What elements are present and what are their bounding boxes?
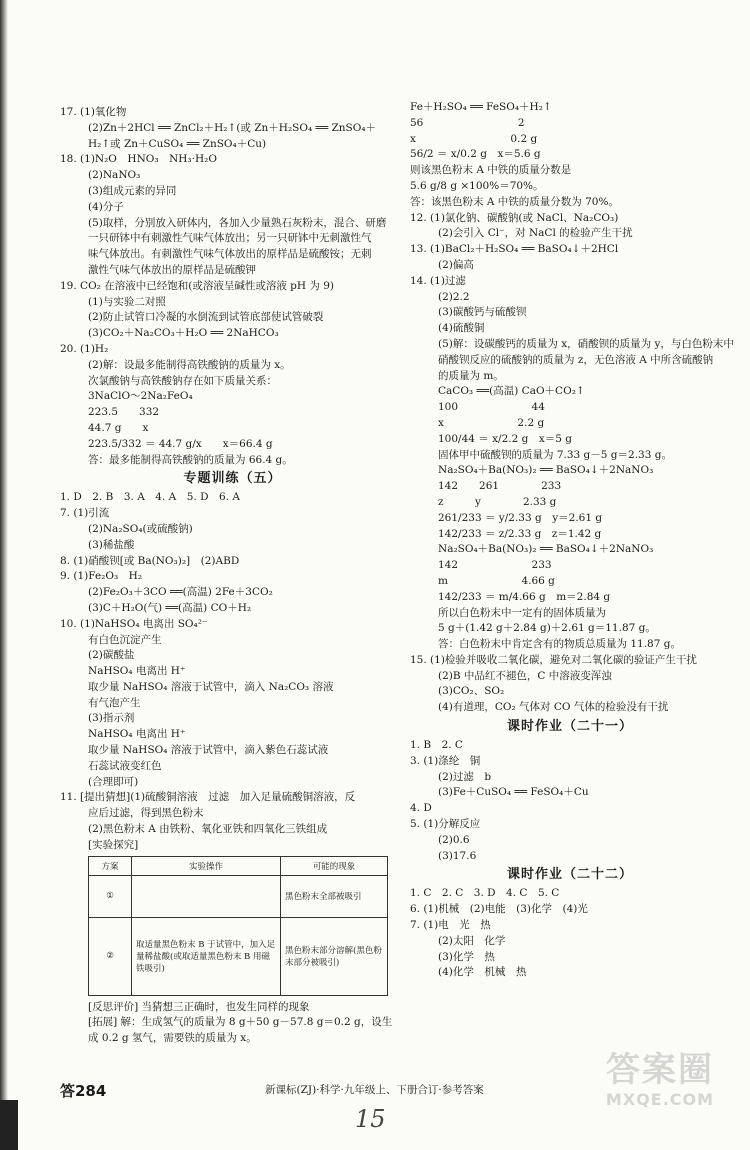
handwritten-mark: 15	[355, 1105, 386, 1133]
answer-line: 10. (1)NaHSO₄ 电离出 SO₄²⁻	[60, 617, 208, 630]
answers-11-reflection	[60, 1000, 405, 1047]
watermark-text: 答案圈	[606, 1050, 714, 1090]
answer-line: 取少量 NaHSO₄ 溶液于试管中，滴入紫色石蕊试液	[88, 744, 329, 757]
answers-homework-21	[410, 738, 730, 864]
answer-line: (4)化学 机械 热	[438, 966, 527, 979]
answer-line: (3)碳酸钙与硫酸钡	[438, 306, 527, 319]
section-heading-22: 课时作业（二十二）	[506, 867, 633, 883]
answer-line: 9. (1)Fe₂O₃ H₂	[60, 570, 143, 583]
answer-line: 142 233	[438, 559, 552, 572]
watermark-url: MXQE.COM	[605, 1090, 715, 1109]
answer-line: (3)稀盐酸	[88, 538, 135, 551]
answer-line: (3)CO₂＋Na₂CO₃＋H₂O ══ 2NaHCO₃	[88, 327, 279, 340]
table-cell: ②	[89, 917, 132, 995]
answer-line: 20. (1)H₂	[60, 342, 109, 355]
answer-line: (2)防止试管口冷凝的水倒流到试管底部使试管破裂	[88, 311, 324, 324]
answers-homework-22	[410, 886, 730, 981]
answer-line: (合理即可)	[88, 775, 139, 788]
answer-line: 的质量为 m。	[438, 369, 504, 382]
answer-line: 3. (1)涤纶 铜	[410, 754, 481, 767]
answer-line: 答：白色粉末中肯定含有的物质总质量为 11.87 g。	[438, 638, 681, 651]
answer-line: Na₂SO₄＋Ba(NO₃)₂ ══ BaSO₄↓＋2NaNO₃	[438, 464, 654, 477]
answer-line: (3)组成元素的异同	[88, 184, 177, 197]
answer-line: CaCO₃ ══(高温) CaO＋CO₂↑	[438, 385, 585, 398]
answer-line: 5. (1)分解反应	[410, 818, 481, 831]
answer-line: 100/44 ＝ x/2.2 g x＝5 g	[438, 432, 572, 445]
answer-line: 56/2 ＝ x/0.2 g x＝5.6 g	[410, 148, 541, 161]
table-row	[89, 875, 388, 917]
answer-line: NaHSO₄ 电离出 H⁺	[88, 728, 186, 741]
answer-line: Fe＋H₂SO₄ ══ FeSO₄＋H₂↑	[410, 101, 552, 113]
answer-line: (4)有道理，CO₂ 气体对 CO 气体的检验没有干扰	[438, 701, 669, 714]
answer-line: 142 261 233	[438, 480, 562, 493]
answer-line: NaHSO₄ 电离出 H⁺	[88, 665, 186, 678]
answer-line: [实验探究]	[88, 838, 139, 851]
answers-11-14	[410, 100, 734, 716]
answer-line: [拓展] 解：生成氢气的质量为 8 g＋50 g－57.8 g＝0.2 g，设生	[88, 1016, 393, 1029]
table-cell: ①	[89, 875, 132, 917]
answer-line: (2)Fe₂O₃＋3CO ══(高温) 2Fe＋3CO₂	[88, 586, 273, 599]
answer-line: 12. (1)氯化钠、碳酸钠(或 NaCl、Na₂CO₃)	[410, 211, 619, 224]
answer-line: (4)硫酸铜	[438, 322, 485, 335]
answer-line: 223.5/332 ＝ 44.7 g/x x＝66.4 g	[88, 437, 273, 450]
answer-line: 142/233 ＝ z/2.33 g z＝1.42 g	[438, 527, 602, 540]
answer-line: (5)解：设碳酸钙的质量为 x，硝酸钡的质量为 y，与白色粉末中	[438, 337, 734, 350]
table-row	[89, 917, 388, 995]
section-heading-5: 专题训练（五）	[183, 471, 282, 487]
answer-line: 3NaClO～2Na₂FeO₄	[88, 390, 193, 403]
answer-line: 14. (1)过滤	[410, 274, 466, 287]
answer-line: x 2.2 g	[438, 416, 545, 429]
answer-line: (2)解：设最多能制得高铁酸钠的质量为 x。	[88, 358, 291, 371]
answers-17-20	[60, 105, 405, 468]
answer-line: 44.7 g x	[88, 421, 149, 434]
answer-line: (3)Fe＋CuSO₄ ══ FeSO₄＋Cu	[438, 786, 589, 799]
answer-line: 5 g＋(1.42 g＋2.84 g)＋2.61 g＝11.87 g。	[438, 622, 656, 635]
answer-line: (2)会引入 Cl⁻，对 NaCl 的检验产生干扰	[438, 227, 633, 240]
answer-line: (2)碳酸盐	[88, 649, 135, 662]
table-header-cell: 可能的现象	[281, 856, 388, 875]
answer-line: (2)B 中品红不褪色，C 中溶液变浑浊	[438, 669, 612, 682]
section-heading-21: 课时作业（二十一）	[506, 719, 633, 735]
answer-line: Na₂SO₄＋Ba(NO₃)₂ ══ BaSO₄↓＋2NaNO₃	[438, 543, 654, 556]
answer-line: 11. [提出猜想](1)硫酸铜溶液 过滤 加入足量硫酸铜溶液，反	[60, 791, 356, 804]
answer-line: H₂↑或 Zn＋CuSO₄ ══ ZnSO₄＋Cu)	[88, 137, 267, 150]
answer-line: 有白色沉淀产生	[88, 633, 162, 646]
answer-line: 13. (1)BaCl₂＋H₂SO₄ ══ BaSO₄↓＋2HCl	[410, 243, 619, 256]
answer-line: (2)NaNO₃	[88, 169, 141, 182]
answer-line: (2)过滤 b	[438, 770, 492, 783]
page-number: 答284	[60, 1082, 107, 1100]
answer-line: 1. B 2. C	[410, 739, 463, 752]
answer-line: 应后过滤，得到黑色粉末	[88, 807, 204, 820]
answer-line: 15. (1)检验并吸收二氧化碳，避免对二氧化碳的验证产生干扰	[410, 653, 697, 666]
answer-line: 19. CO₂ 在溶液中已经饱和(或溶液呈碱性或溶液 pH 为 9)	[60, 279, 334, 292]
answer-line: (2)太阳 化学	[438, 934, 506, 947]
table-cell	[132, 875, 281, 917]
answer-line: (3)C＋H₂O(气) ══(高温) CO＋H₂	[88, 601, 252, 614]
table-cell: 取适量黑色粉末 B 于试管中，加入足量稀盐酸(或取适量黑色粉末 B 用磁铁吸引)	[132, 917, 281, 995]
answer-line: [反思评价] 当猜想三正确时，也发生同样的现象	[88, 1000, 310, 1013]
answer-line: (1)与实验二对照	[88, 295, 166, 308]
answer-line: (4)分子	[88, 200, 124, 213]
answer-line: 一只研钵中有刺激性气味气体放出；另一只研钵中无刺激性气	[88, 232, 372, 245]
answer-line: 取少量 NaHSO₄ 溶液于试管中，滴入 Na₂CO₃ 溶液	[88, 680, 334, 693]
answer-line: 4. D	[410, 802, 432, 815]
answer-line: 硝酸钡反应的硫酸钠的质量为 z，无色溶液 A 中所含硫酸钠	[438, 353, 714, 366]
answer-line: (2)Zn＋2HCl ══ ZnCl₂＋H₂↑(或 Zn＋H₂SO₄ ══ ZnSO₄＋	[88, 121, 377, 134]
answer-line: 6. (1)机械 (2)电能 (3)化学 (4)光	[410, 903, 588, 916]
answer-line: (3)化学 热	[438, 950, 495, 963]
answer-line: 答：该黑色粉末 A 中铁的质量分数为 70%。	[410, 195, 619, 208]
answer-line: (2)2.2	[438, 290, 470, 303]
answer-line: (2)黑色粉末 A 由铁粉、氧化亚铁和四氧化三铁组成	[88, 823, 328, 836]
table-header-cell: 实验操作	[132, 856, 281, 875]
answer-line: z y 2.33 g	[438, 495, 557, 508]
answer-line: (5)取样，分别放入研体内，各加入少量熟石灰粉末，混合、研磨	[88, 216, 387, 229]
answer-line: 则该黑色粉末 A 中铁的质量分数是	[410, 164, 572, 177]
answer-line: 次氯酸钠与高铁酸钠存在如下质量关系：	[88, 374, 277, 387]
right-column	[410, 100, 734, 981]
answer-line: (2)偏高	[438, 258, 474, 271]
answer-line: 17. (1)氧化物	[60, 106, 127, 118]
answer-line: 石蕊试液变红色	[88, 759, 162, 772]
table-cell: 黑色粉末部分溶解(黑色粉末部分被吸引)	[281, 917, 388, 995]
answer-line: (3)CO₂、SO₂	[438, 685, 505, 698]
answer-line: 答：最多能制得高铁酸钠的质量为 66.4 g。	[88, 453, 293, 466]
answer-line: 成 0.2 g 氢气，需要铁的质量为 x。	[88, 1032, 257, 1045]
page-edge-shadow	[0, 0, 8, 1150]
answer-line: (3)指示剂	[88, 712, 135, 725]
answer-line: 142/233 ＝ m/4.66 g m＝2.84 g	[438, 590, 611, 603]
answer-line: 味气体放出。有刺激性气味气体放出的原样品是硫酸铵；无刺	[88, 248, 372, 261]
experiment-table	[88, 856, 388, 996]
answer-line: 有气泡产生	[88, 696, 141, 709]
answers-special-training-5	[60, 490, 405, 853]
answer-line: (2)Na₂SO₄(或硫酸钠)	[88, 522, 193, 535]
answer-line: 固体甲中硫酸钡的质量为 7.33 g－5 g＝2.33 g。	[438, 448, 672, 461]
answer-line: 5.6 g/8 g ×100%＝70%。	[410, 179, 544, 192]
answer-line: 56 2	[410, 116, 525, 129]
answer-line: (2)0.6	[438, 833, 470, 846]
answer-line: 7. (1)引流	[60, 507, 110, 520]
answer-line: (3)17.6	[438, 849, 477, 862]
binding-shadow	[0, 1100, 18, 1150]
answer-line: 1. D 2. B 3. A 4. A 5. D 6. A	[60, 491, 240, 504]
watermark-logo	[595, 1050, 725, 1120]
left-column	[60, 105, 405, 1047]
answer-line: 18. (1)N₂O HNO₃ NH₃·H₂O	[60, 153, 217, 166]
table-cell: 黑色粉末全部被吸引	[281, 875, 388, 917]
answer-line: 7. (1)电 光 热	[410, 919, 491, 932]
table-header-row	[89, 856, 388, 875]
answer-line: 激性气味气体放出的原样品是硫酸钾	[88, 263, 256, 276]
answer-line: x 0.2 g	[410, 132, 538, 145]
table-header-cell: 方案	[89, 856, 132, 875]
answer-line: 100 44	[438, 401, 545, 414]
answer-line: 所以白色粉末中一定有的固体质量为	[438, 606, 606, 619]
answer-line: 223.5 332	[88, 406, 160, 419]
answer-line: m 4.66 g	[438, 574, 555, 587]
footer-title: 新课标(ZJ)·科学·九年级上、下册合订·参考答案	[265, 1084, 484, 1096]
answer-line: 8. (1)硝酸钡[或 Ba(NO₃)₂] (2)ABD	[60, 554, 240, 567]
answer-line: 261/233 ＝ y/2.33 g y＝2.61 g	[438, 511, 603, 524]
answer-line: 1. C 2. C 3. D 4. C 5. C	[410, 887, 560, 900]
